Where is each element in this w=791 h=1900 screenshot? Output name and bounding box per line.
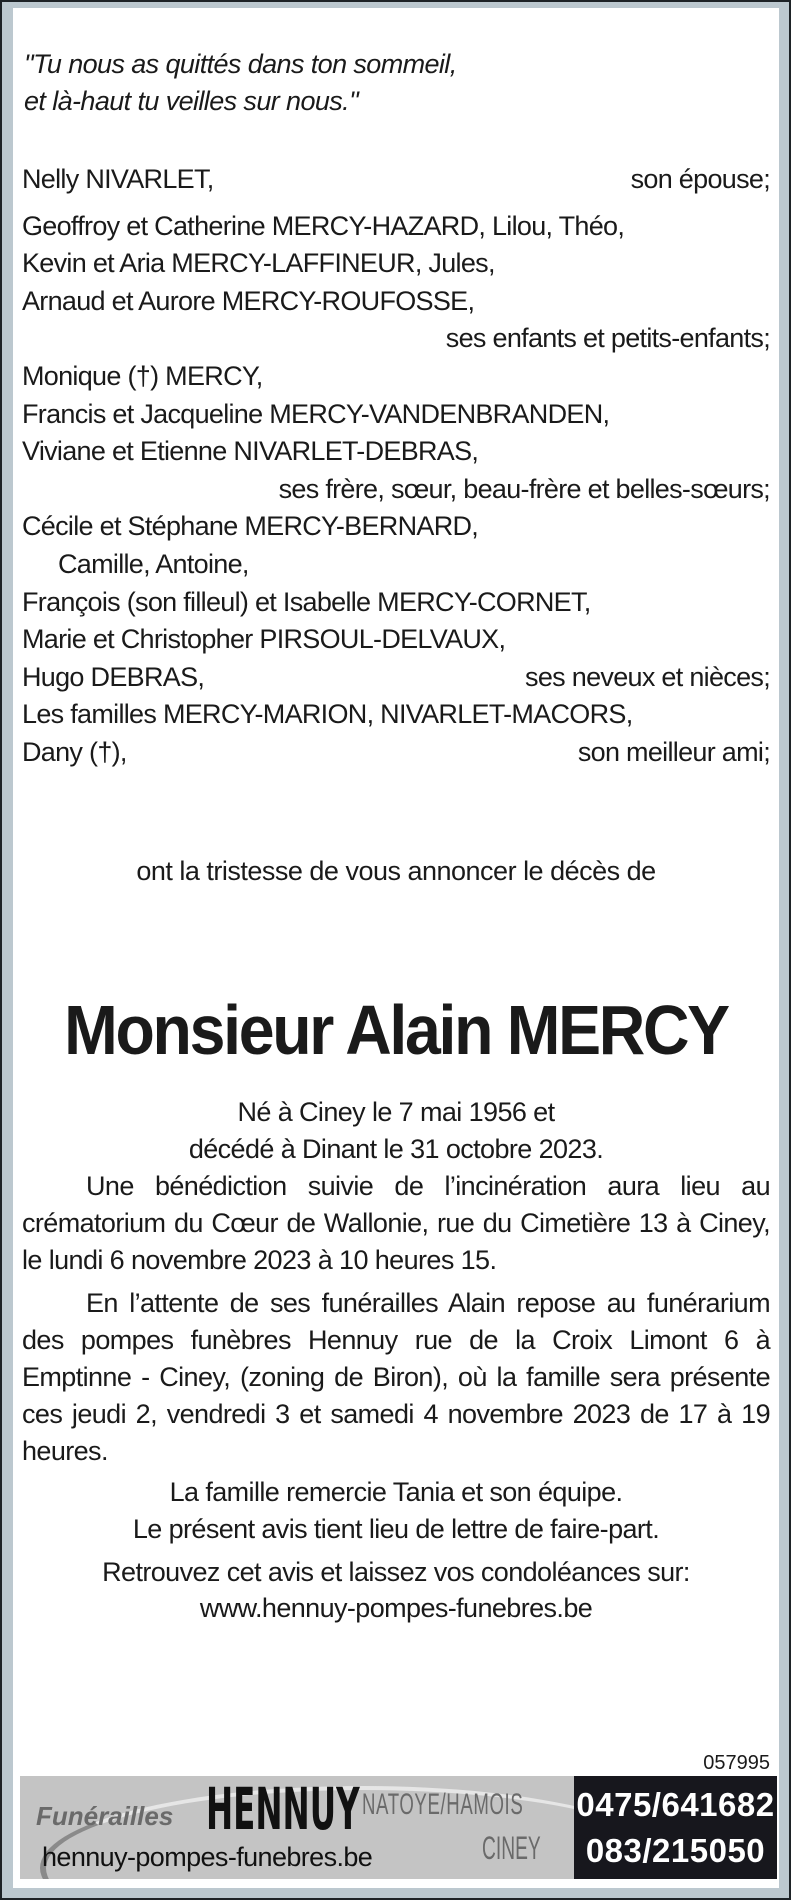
- family-relation: son épouse;: [630, 164, 770, 194]
- family-row: [22, 508, 770, 546]
- family-list: [22, 161, 770, 772]
- family-name: Kevin et Aria MERCY-LAFFINEUR, Jules,: [22, 248, 495, 279]
- death-date: décédé à Dinant le 31 octobre 2023.: [188, 1134, 604, 1164]
- banner-phones: [574, 1776, 777, 1879]
- family-name: François (son filleul) et Isabelle MERCY-CORNET,: [22, 586, 591, 617]
- announcement: ont la tristesse de vous annoncer le décès de: [136, 856, 656, 886]
- family-name: Nelly NIVARLET,: [22, 164, 214, 194]
- family-row: [22, 584, 770, 622]
- family-name: Arnaud et Aurore MERCY-ROUFOSSE,: [22, 285, 475, 316]
- birth-date: Né à Ciney le 7 mai 1956 et: [237, 1097, 555, 1127]
- family-row: [22, 659, 770, 697]
- family-row: [22, 283, 770, 321]
- ceremony-paragraph: Une bénédiction suivie de l’incinération aura lieu au crématorium du Cœur de Wallonie, rue du Cimetière 13 à Ciney, le lundi 6 novembre 2023 à 10 heures 15.: [22, 1171, 770, 1275]
- phone-number[interactable]: 083/215050: [585, 1832, 766, 1869]
- family-row: [22, 358, 770, 396]
- family-row: [22, 161, 770, 199]
- obituary-notice: [13, 8, 779, 1888]
- banner-city: CINEY: [482, 1830, 541, 1866]
- website-link[interactable]: www.hennuy-pompes-funebres.be: [199, 1593, 593, 1623]
- condolences-line: Retrouvez cet avis et laissez vos condoléances sur:: [102, 1557, 690, 1587]
- family-name: Hugo DEBRAS,: [22, 661, 205, 692]
- banner-brand-logo: HENNUY: [206, 1776, 360, 1843]
- phone-number[interactable]: 0475/641682: [576, 1786, 775, 1823]
- reference-number: 057995: [703, 1752, 770, 1774]
- family-name: Camille, Antoine,: [58, 548, 249, 579]
- notice-line: Le présent avis tient lieu de lettre de faire-part.: [132, 1514, 660, 1544]
- family-row: [22, 734, 770, 772]
- family-row: [22, 546, 770, 584]
- family-row: [22, 208, 770, 246]
- family-row: [22, 471, 770, 509]
- quote-line: "Tu nous as quittés dans ton sommeil,: [24, 49, 457, 79]
- visitation-paragraph: En l’attente de ses funérailles Alain repose au funérarium des pompes funèbres Hennuy rue de la Croix Limont 6 à Emptinne - Ciney, (zoning de Biron), où la famille sera présente ces jeudi 2, vendredi 3 et samedi 4 novembre 2023 de 17 à 19 heures.: [22, 1288, 770, 1466]
- family-name: Geoffroy et Catherine MERCY-HAZARD, Lilou, Théo,: [22, 210, 625, 241]
- family-row: [22, 396, 770, 434]
- family-name: Francis et Jacqueline MERCY-VANDENBRANDEN,: [22, 398, 610, 429]
- family-relation: ses enfants et petits-enfants;: [445, 323, 770, 354]
- funeral-home-banner: [20, 1776, 777, 1879]
- frame: [2, 2, 789, 1898]
- family-name: Monique (†) MERCY,: [22, 360, 263, 391]
- family-row: [22, 320, 770, 358]
- family-relation: ses frère, sœur, beau-frère et belles-sœurs;: [278, 473, 770, 504]
- family-row: [22, 621, 770, 659]
- family-relation: son meilleur ami;: [577, 736, 770, 767]
- family-name: Les familles MERCY-MARION, NIVARLET-MACORS,: [22, 699, 633, 730]
- quote: [24, 46, 457, 120]
- deceased-name: Monsieur Alain MERCY: [64, 991, 728, 1069]
- family-name: Dany (†),: [22, 736, 127, 767]
- family-name: Marie et Christopher PIRSOUL-DELVAUX,: [22, 624, 506, 655]
- family-relation: ses neveux et nièces;: [525, 661, 770, 692]
- family-row: [22, 245, 770, 283]
- banner-funerailles: Funérailles: [36, 1801, 174, 1831]
- family-name: Cécile et Stéphane MERCY-BERNARD,: [22, 511, 479, 542]
- family-row: [22, 696, 770, 734]
- notice-body: [22, 1094, 770, 1625]
- thanks-line: La famille remercie Tania et son équipe.: [169, 1477, 623, 1507]
- quote-line: et là-haut tu veilles sur nous.": [24, 86, 359, 116]
- banner-website[interactable]: hennuy-pompes-funebres.be: [42, 1842, 373, 1872]
- family-row: [22, 433, 770, 471]
- banner-locations: NATOYE/HAMOIS: [362, 1788, 524, 1821]
- family-name: Viviane et Etienne NIVARLET-DEBRAS,: [22, 436, 479, 467]
